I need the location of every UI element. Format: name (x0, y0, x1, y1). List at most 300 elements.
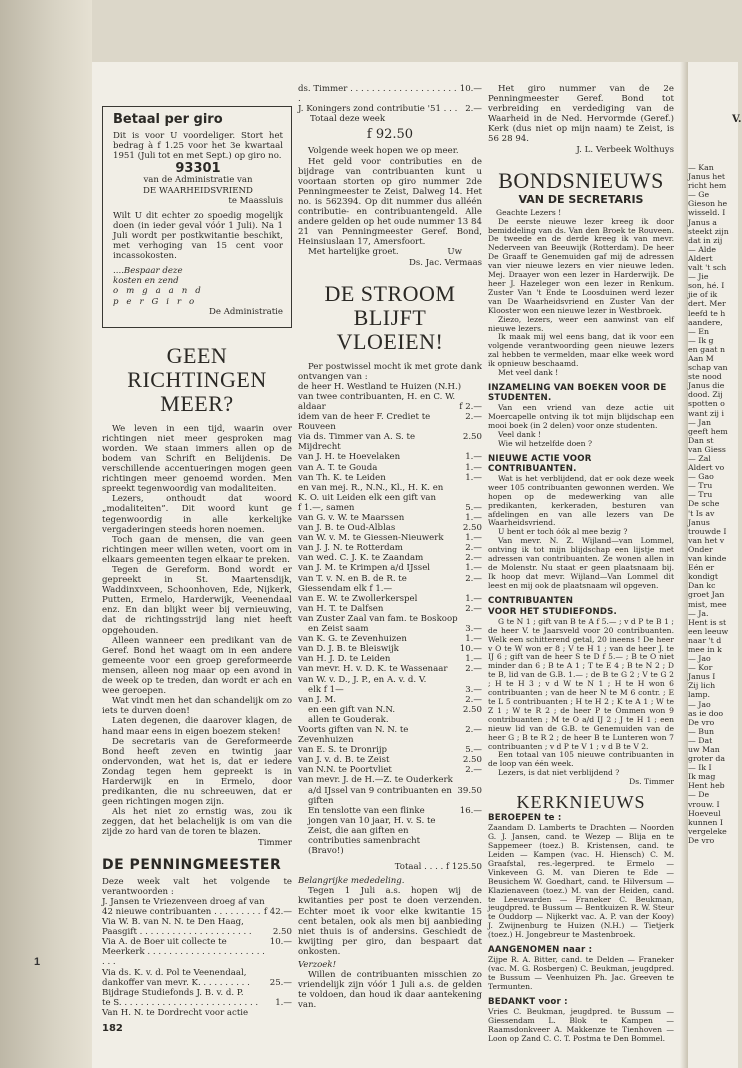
next-page-line: — Ge (688, 190, 710, 200)
top-line (298, 104, 482, 114)
stroom-line-text: van W. v. D., J. P., en A. v. d. V. (298, 674, 427, 685)
next-page-line: De vro (688, 717, 715, 727)
next-page-line: — Jao (688, 654, 711, 664)
next-page-line: — En (688, 326, 709, 336)
stroom-line (298, 523, 482, 533)
next-page-line: — Tru (688, 490, 713, 500)
giro-notice-text: Dit is voor U voordeliger. Stort het bedrag à f 1.25 voor het 3e kwartaal 1951 (Juli tot en met Sept.) op giro no. (113, 131, 283, 162)
next-page-line: Hoeveul (688, 808, 721, 818)
stroom-line-amount (479, 392, 482, 402)
stroom-line-text: van E. S. te Dronrijp (298, 745, 388, 756)
stroom-line-text: En tenslotte van een flinke jongen van 10 jaar, H. v. S. te Zeist, die aan giften en contributies samenbracht (Bravo!) (308, 805, 436, 857)
heading-penningmeester: DE PENNINGMEESTER (102, 856, 282, 873)
giro-recipient-3: te Maassluis (228, 195, 283, 206)
secr-para: Ik maak mij wel eens bang, dat ik voor een volgende verantwoording geen nieuwe lezers zal hebben te vermelden, maar elke week word ik opnieuw beschaamd. (488, 332, 674, 369)
stroom-line-text: Voorts giften van N. N. te Zevenhuizen (298, 724, 409, 746)
next-page-line: steekt zijn (688, 226, 729, 236)
giro-spaced-3: o m g a a n d (113, 286, 204, 297)
stroom-line-amount: 1.— (465, 533, 482, 544)
penning-line-text: J. Jansen te Vriezenveen droeg af van (102, 896, 265, 907)
stroom-line-amount: 2.— (465, 573, 482, 584)
next-page-line: De sche (688, 499, 720, 509)
geen-para: De secretaris van de Gereformeerde Bond heeft zeven en twintig jaar ondervonden, wat het is, dat er iedere Zondag tegen hem gepreekt is in Harderwijk en in Ermelo, door predikanten, die nu schreeuwen, dat er geen richtingen mogen zijn. (102, 736, 292, 808)
stroom-line-text: en van mej. R., N.N., Kl., H. K. en (298, 482, 444, 493)
stroom-line-amount: 2.— (465, 664, 482, 675)
stroom-line (298, 654, 482, 664)
stroom-line (298, 563, 482, 573)
stroom-line (298, 685, 482, 695)
stroom-line-text: en Zeist saam (308, 624, 369, 635)
next-page-line: — Dat (688, 735, 713, 745)
stroom-line (298, 664, 482, 674)
top-line-text: J. Koningers zond contributie '51 . . . (298, 104, 458, 115)
penning-line-text: Paasgift . . . . . . . . . . . . . . . . . . . . . (102, 927, 252, 938)
penning-line-text: Via W. B. van N. N. te Den Haag, (102, 917, 244, 928)
next-page-line: — Ja. (688, 608, 709, 618)
penning-line-text: Bijdrage Studiefonds J. B. v. d. P. (102, 987, 244, 998)
giro-intro: Het giro nummer van de 2e Penningmeester Geref. Bond tot verbreiding en verdediging van de Waarheid in de Ned. Hervormde (Geref.) Kerk (dus niet op mijn naam) te Zeist, is 56 28 94. (488, 84, 674, 145)
verzoek-text: Willen de contribuanten misschien zo vriendelijk zijn vóór 1 Juli a.s. de gelden te voldoen, dan houd ik daar aantekening van. (298, 970, 482, 1011)
intro-para: Volgende week hopen we op meer. (308, 146, 459, 157)
next-page-line: Dan kc (688, 581, 716, 591)
next-page-line: vergeleke (688, 826, 727, 836)
stroom-line (298, 765, 482, 775)
next-page-line: wisseld. I (688, 208, 726, 218)
stroom-line-text: van K. G. te Zevenhuizen (298, 634, 407, 645)
stroom-line-amount (479, 715, 482, 725)
stroom-line (298, 634, 482, 644)
next-page-line: 't Is av (688, 508, 715, 518)
giro-spaced-2: kosten en zend (113, 276, 179, 287)
stroom-line (298, 725, 482, 745)
next-page-line: dert. Mer (688, 299, 726, 309)
column-1 (102, 84, 292, 1034)
heading-contribuanten: CONTRIBUANTEN (488, 595, 574, 606)
mededeling-text: Tegen 1 Juli a.s. hopen wij de kwitanties per post te doen verzenden. Echter moet ik voor elke kwitantie 15 cent betalen, ook als men bij aanbieding niet thuis is of andersins. Geschiedt de kwijting per giro, dan bespaart dat onkosten. (298, 886, 482, 957)
next-page-line: spotten o (688, 399, 725, 409)
next-page-line: dat in zij (688, 235, 723, 245)
aangenomen-text: Zijpe R. A. Bitter, cand. te Delden — Franeker (vac. M. G. Rosbergen) C. Beukman, jeugdpred. te Bussum — Veenhuizen Ph. Jac. Greeven te Termunten. (488, 955, 674, 991)
next-page-line: — Ik I (688, 763, 712, 773)
penning-line-amount (289, 1008, 292, 1018)
penning-line-amount (289, 988, 292, 998)
next-page-line: — Tru (688, 481, 713, 491)
greeting-signature: Ds. Jac. Vermaas (408, 257, 482, 268)
next-page-lines (688, 163, 738, 845)
column-2 (298, 84, 482, 1011)
studie-text: G te N 1 ; gift van B te A f 5.— ; v d P te B 1 ; de heer V. te Jaarsveld voor 20 contribuanten. Welk een schitterend getal, 20 ineens ! De heer v O te W won er 8 ; V te H 1 ; van de heer J. te IJ 6 ; gift van de heer S te D f 5.— ; B te O niet minder dan 6 ; B te A 1 ; T te E 4 ; B te N 2 ; D te B, lid van de G.B. 1.— ; de B te G 2 ; V te G 2 ; H te H 3 ; v d W te N 1 ; H te H won 6 contribuanten ; van de heer N te M 6 contr. ; E te L 5 contribuanten ; H te H 2 ; K te A 1 ; W te Z 1 ; W te R 2 ; de heer P te Ommen won 9 contribuanten ; M te O a/d IJ 2 ; J te H 1 ; een nieuw lid van de G.B. te Genemuiden van de heer G ; B te R 2 ; de heer B te Lunteren won 7 contribuanten ; v d P te V 1 ; v d B te V 2. (488, 616, 674, 751)
secr-para: De eerste nieuwe lezer kreeg ik door bemiddeling van ds. Van den Broek te Rouveen. De tweede en de derde kreeg ik van mevr. Nederveen van Beeuwijk (Rotterdam). De heer De Graaff te Genemuiden gaf mij de adressen van vier nieuwe lezers en vier nieuwe leden. Mej. Draayer won een lezer in Harderwijk. De heer J. Hazeleger won een lezer in Renkum. Zuster Van 't Ende te Loosduinen werd lezer van De Waarheidsvriend en Zuster Van der Klooster won een nieuwe lezer in Westbroek. (488, 216, 674, 315)
stroom-line (298, 614, 482, 624)
penning-line (102, 907, 292, 917)
stroom-line-amount: 2.— (465, 694, 482, 705)
stroom-line (298, 553, 482, 563)
next-page-line: Dan st (688, 435, 714, 445)
next-page-line: — Jie (688, 272, 709, 282)
studie-end: Een totaal van 105 nieuwe contribuanten in de loop van één week. (488, 750, 674, 769)
stroom-line-text: allen te Gouderak. (308, 714, 389, 725)
stroom-line (298, 402, 482, 412)
stroom-line (298, 675, 482, 685)
stroom-line-text: van mevr. J. de H.—Z. te Ouderkerk (298, 775, 453, 786)
secr-para: Met veel dank ! (498, 368, 559, 378)
penning-line-amount: 2.50 (272, 927, 292, 938)
stroom-line-text: van wed. C. J. K. te Zaandam (298, 553, 424, 564)
next-page-line: Eén er (688, 563, 715, 573)
next-page-line: Janus a (688, 217, 717, 227)
heading-bondsnieuws: BONDSNIEUWS (498, 167, 664, 193)
secr-greeting: Geachte Lezers ! (496, 207, 562, 217)
studie-close: Lezers, is dat niet verblijdend ? (498, 768, 620, 778)
heading-kerknieuws: KERKNIEUWS (516, 792, 646, 813)
stroom-line (298, 452, 482, 462)
stroom-line-amount: 1.— (465, 452, 482, 463)
stroom-line (298, 755, 482, 765)
stroom-total: Totaal . . . . f 125.50 (394, 862, 482, 873)
next-page-line: vrouw. I (688, 799, 720, 809)
top-line-amount (479, 114, 482, 124)
geen-signature: Timmer (258, 837, 292, 848)
geen-para: Wat vindt men het dan schandelijk om zo iets te durven doen! (102, 696, 292, 717)
stroom-line (298, 503, 482, 513)
inzam-para: Van een vriend van deze actie uit Moercapelle ontving ik tot mijn blijdschap een mooi boek (in 2 delen) voor onze studenten. (488, 403, 674, 430)
next-page-line: — Kor (688, 663, 713, 673)
nieuwe-para: Van mevr. N. Z. Wijland—van Lommel, ontving ik tot mijn blijdschap een lijstje met adressen van contribuanten. Ze wonen allen in de Molenstr. Nu staat er geen plaatsnaam bij. Ik hoop dat mevr. Wijland—Van Lommel dit leest en mij ook de plaatsnaam wil opgeven. (488, 536, 674, 590)
stroom-line-amount: 39.50 (457, 785, 482, 796)
penning-line (102, 897, 292, 907)
stroom-line-text: van J. M. (298, 694, 337, 705)
next-page-line: Aldert vo (688, 463, 725, 473)
greeting-text: Met hartelijke groet. (308, 247, 399, 258)
next-page-line: Ik mag (688, 772, 716, 782)
stroom-line (298, 624, 482, 634)
stroom-line (298, 412, 482, 432)
stroom-line-text: a/d IJssel van 9 contribuanten en giften (308, 785, 452, 806)
newspaper-page (92, 62, 680, 1068)
penning-line-text: Via ds. K. v. d. Pol te Veenendaal, (102, 967, 247, 978)
stroom-line-amount: 2.— (465, 603, 482, 614)
next-page-line: Aldert (688, 253, 713, 263)
stroom-line-text: van T. v. N. en B. de R. te Giessendam elk f 1.— (298, 573, 407, 594)
stroom-line-amount (479, 382, 482, 392)
stroom-line (298, 574, 482, 594)
mededeling-title: Belangrijke mededeling. (298, 876, 405, 887)
penning-line-amount (289, 917, 292, 927)
penning-intro: Deze week valt het volgende te verantwoorden : (102, 876, 292, 897)
stroom-line-text: van J. v. d. B. te Zeist (298, 755, 390, 766)
stroom-line (298, 483, 482, 493)
stroom-line-text: van twee contribuanten, H. en C. W. (298, 391, 456, 402)
penning-line-amount: f 42.— (263, 907, 292, 917)
next-page-line: Hent is st (688, 617, 727, 627)
giro-body: Wilt U dit echter zo spoedig mogelijk doen (in ieder geval vóór 1 Juli). Na 1 Juli wordt per postkwitantie beschikt, met verhoging van 15 cent voor incassokosten. (113, 210, 283, 262)
giro-number: 93301 (175, 161, 221, 177)
stroom-line-text: van Th. K. te Leiden (298, 472, 386, 483)
next-page-line: — Gao (688, 472, 714, 482)
stroom-line (298, 543, 482, 553)
next-page-line: lamp. (688, 690, 711, 700)
stroom-line (298, 745, 482, 755)
penning-line-amount: 1.— (275, 997, 292, 1008)
stroom-line-text: de heer H. Westland te Huizen (N.H.) (298, 381, 462, 392)
stroom-line-text: van A. T. te Gouda (298, 462, 378, 473)
stroom-line-amount: 1.— (465, 654, 482, 665)
stroom-line-text: van N.N. te Poortvliet (298, 765, 392, 776)
next-page-line: as ie doo (688, 708, 724, 718)
penning-line-amount (289, 968, 292, 978)
penning-line-text: 42 nieuwe contribuanten . . . . . . . . . (102, 907, 261, 917)
beroepen-text: Zaandam D. Lamberts te Drachten — Noorden G. J. Jansen, cand. te Wezep — Blija en te Sappemeer (toez.) B. Kristensen, cand. te Leiden — Kampen (vac. H. Hiensch) C. M. Graafstal, res.-legerpred. te Ermelo — Vinkeveen G. M. van Dieren te Ede — Beusichem W. Goedhart, cand. te Hilversum — Klazienaveen (toez.) M. van der Heiden, cand. te Leeuwarden — Franeker C. Beukman, jeugdpred. te Bussum — Bentkuizen R. W. Steur te Ouddorp — Nijkerkt vac. A. P. van der Kooy) J. Zwijnenburg te Huizen (N.H.) — Tietjerk (toez.) H. Jongebreur te Mastenbroek. (488, 823, 674, 940)
inzam-para: Veel dank ! (498, 429, 541, 439)
giro-intro-signature: J. L. Verbeek Wolthuys (576, 144, 674, 155)
stroom-line-amount: 5.— (465, 502, 482, 513)
penning-line-amount: 25.— (269, 977, 292, 988)
next-page-line: groter da (688, 754, 726, 764)
next-page-line: Hent heb (688, 781, 725, 791)
stroom-line (298, 513, 482, 523)
next-page-line: richt hem (688, 181, 727, 191)
next-page-line: son, hé. I (688, 281, 725, 291)
top-line-text: Totaal deze week (310, 114, 386, 125)
next-page-line: geeft hem (688, 426, 728, 436)
penning-line (102, 1008, 292, 1018)
penning-line (102, 937, 292, 967)
penning-line (102, 988, 292, 998)
next-page-line: van Giess (688, 444, 726, 454)
stroom-line (298, 392, 482, 402)
stroom-line-amount: 1.— (465, 563, 482, 574)
geen-para: Alleen wanneer een predikant van de Geref. Bond het waagt om in een andere gemeente voor een groep gereformeerde mensen, alleen nog maar op een avond in de week op te treden, dan wordt er ach en wee geroepen. (102, 635, 292, 697)
next-page-line: kunnen I (688, 817, 723, 827)
stroom-line (298, 715, 482, 725)
stroom-line-amount: 3.— (465, 624, 482, 635)
giro-signature: De Administratie (209, 306, 283, 317)
next-page-line: Aan M (688, 353, 714, 363)
nieuwe-para: Wat is het verblijdend, dat er ook deze week weer 105 contribuanten gewonnen werden. We hopen op de medewerking van alle predikanten, kerkeraden, besturen van afdelingen en van alle lezers van De Waarheidsvriend. (488, 473, 674, 528)
next-page-line: mee in k (688, 644, 722, 654)
intro-para: Het geld voor contributies en de bijdrage van contribuanten kunt u voortaan storten op giro nummer 2de Penningmeester te Zeist, Dalweg 14. Het no. is 562394. Op dit nummer dus alléén contributie- en contribuantengeld. Alle andere gelden op het oude nummer 13 84 21 van Penningmeester Geref. Bond, Heinsiuslaan 17, Amersfoort. (298, 156, 482, 248)
next-page-line: groet Jan (688, 590, 725, 600)
stroom-line-text: idem van de heer F. Crediet te Rouveen (298, 412, 431, 433)
stroom-line-amount: 10.— (459, 644, 482, 655)
stroom-line (298, 775, 482, 785)
next-page-line: — Kan (688, 163, 714, 172)
column-3 (488, 84, 674, 1043)
stroom-line-text: van J. H. te Hoevelaken (298, 452, 401, 463)
heading-stroom: DE STROOM BLIJFT VLOEIEN! (324, 280, 456, 354)
stroom-line-amount: 2.— (465, 412, 482, 423)
penning-line (102, 968, 292, 978)
next-page-line: ste nood (688, 372, 722, 382)
next-page-line: De vro (688, 835, 715, 845)
stroom-line-amount: 2.— (465, 543, 482, 554)
stroom-line-amount: 16.— (459, 805, 482, 816)
stroom-line-text: van W. v. M. te Giessen-Nieuwerk (298, 533, 444, 544)
next-page-line: Janus (688, 517, 710, 527)
stroom-line-amount: 2.50 (462, 704, 482, 715)
next-page-edge (688, 62, 742, 1068)
next-page-line: Gieson he (688, 199, 728, 209)
next-page-line: aandere, (688, 317, 723, 327)
stroom-line-amount: 1.— (465, 634, 482, 645)
giro-spaced-4: p e r G i r o (113, 296, 197, 307)
penning-line (102, 917, 292, 927)
giro-recipient-2: DE WAARHEIDSVRIEND (143, 185, 253, 196)
stroom-intro: Per postwissel mocht ik met grote dank ontvangen van : (298, 361, 482, 382)
stroom-line (298, 604, 482, 614)
next-page-line: Janus het (688, 172, 726, 182)
stroom-line-amount: 2.— (465, 765, 482, 776)
penning-line-amount (289, 897, 292, 907)
stroom-line-amount: f 2.— (459, 401, 482, 412)
stroom-line-text: aldaar (298, 401, 326, 412)
stroom-line (298, 533, 482, 543)
stroom-line-amount: 2.— (465, 553, 482, 564)
stroom-line-text: en een gift van N.N. (308, 704, 396, 715)
stroom-line-text: elk f 1— (308, 684, 344, 695)
heading-aangenomen: AANGENOMEN naar : (488, 945, 593, 956)
stroom-line-amount: 2.50 (462, 432, 482, 443)
next-page-line: mist, mee (688, 599, 727, 609)
next-page-line: jie of ik (688, 290, 718, 300)
next-page-line: trouwde I (688, 526, 727, 536)
next-page-line: — Bun (688, 726, 715, 736)
stroom-line (298, 644, 482, 654)
stroom-line-amount: 2.50 (462, 523, 482, 534)
bedankt-text: Vries C. Beukman, jeugdpred. te Bussum — Giessendam L. Blok te Kampen — Raamsdonkveer A. Makkenze te Tienhoven — Loon op Zand C. C. T. Postma te Den Bommel. (488, 1006, 674, 1043)
secr-para: Ziezo, lezers, weer een aanwinst van elf nieuwe lezers. (488, 314, 674, 333)
top-line-amount: 10.— (459, 84, 482, 94)
stroom-line (298, 473, 482, 483)
heading-studiefonds: VOOR HET STUDIEFONDS. (488, 606, 618, 617)
next-page-line: naar 't d (688, 635, 722, 645)
stroom-line (298, 493, 482, 503)
next-page-line: Zij lich (688, 681, 716, 691)
geen-para: Laten degenen, die daarover klagen, de hand maar eens in eigen boezem steken! (102, 716, 292, 737)
geen-para: We leven in een tijd, waarin over richtingen niet meer gesproken mag worden. We staan immers allen op de bodem van Schrift en Belijdenis. De verschillende accentueringen mogen geen richtingen meer genoemd worden. Men spreekt tegenwoordig van modaliteiten. (102, 423, 292, 495)
top-line-amount: 2.— (465, 104, 482, 115)
week-total: f 92.50 (366, 127, 414, 143)
next-page-line: dood. Zij (688, 390, 723, 400)
stroom-line-amount (479, 614, 482, 624)
next-page-line: uw Man (688, 745, 720, 754)
stroom-line-amount: 1.— (465, 513, 482, 523)
stroom-line-text: via ds. Timmer van A. S. te Mijdrecht (298, 432, 416, 453)
next-page-line: leefd te h (688, 308, 726, 318)
stroom-line-amount: 1.— (465, 472, 482, 483)
stroom-line (298, 382, 482, 392)
stroom-line (298, 786, 482, 806)
next-page-line: — Ik g (688, 335, 714, 345)
next-page-line: Janus die (688, 381, 725, 391)
top-line (298, 84, 482, 104)
penning-line-amount: 10.— (269, 937, 292, 948)
book-spine (0, 0, 92, 1068)
stroom-line-amount: 2.— (465, 724, 482, 735)
heading-inzameling: INZAMELING VAN BOEKEN VOOR DE STUDENTEN. (488, 382, 667, 404)
giro-notice-title: Betaal per giro (113, 112, 223, 127)
next-page-line: van kinde (688, 554, 727, 564)
heading-beroepen: BEROEPEN te : (488, 813, 562, 824)
stroom-line-text: van J. M. te Krimpen a/d IJssel (298, 563, 431, 574)
next-page-line: van het v (688, 535, 725, 545)
stroom-line (298, 695, 482, 705)
stroom-line-text: van H. T. te Dalfsen (298, 603, 384, 614)
next-page-line: — Zal (688, 454, 711, 463)
next-page-line: schap van (688, 363, 728, 373)
heading-secretaris: VAN DE SECRETARIS (518, 192, 644, 206)
giro-notice-box (102, 106, 292, 328)
greeting-uw: Uw (447, 247, 462, 258)
penning-line (102, 978, 292, 988)
stroom-line-text: van E. W. te Zwollerkerspel (298, 593, 418, 604)
penning-line-text: te S. . . . . . . . . . . . . . . . . . . . . . . . . . (102, 997, 259, 1008)
geen-para: Tegen de Gereform. Bond wordt er gepreekt in St. Maartensdijk, Waddinxveen, Schoonhoven, Ede, Nijkerk, Putten, Ermelo, Harderwijk, Veenendaal enz. En dan blijkt weer bij vernieuwing, dat de richtingsstrijd lang niet heeft opgehouden. (102, 565, 292, 636)
next-page-line: — Jao (688, 699, 711, 709)
penning-line-text: Via A. de Boer uit collecte te Meerkerk . . . . . . . . . . . . . . . . . . . . . . . . . (102, 937, 265, 968)
stroom-line-text: van J. B. te Oud-Alblas (298, 523, 396, 534)
next-page-header: V. (732, 114, 742, 125)
stroom-line (298, 432, 482, 452)
stroom-line (298, 463, 482, 473)
stroom-line-amount (479, 675, 482, 685)
heading-geen-richtingen: GEEN RICHTINGEN MEER? (127, 342, 267, 416)
next-page-line: — De (688, 790, 710, 800)
penning-line-text: Van H. N. te Dordrecht voor actie (102, 1007, 249, 1018)
next-page-line: een leeuw (688, 626, 729, 636)
stroom-line-text: van mevr. H. v. D. K. te Wassenaar (298, 664, 448, 675)
verzoek-title: Verzoek! (298, 960, 337, 971)
stroom-line-text: van H. J. D. te Leiden (298, 654, 391, 665)
stroom-line-amount: 5.— (465, 745, 482, 756)
spine-number: 1 (34, 956, 41, 968)
next-page-line: kondigt (688, 572, 719, 582)
inzam-para: Wie wil hetzelfde doen ? (498, 438, 593, 448)
stroom-line-amount: 1.— (465, 593, 482, 604)
studie-signature: Ds. Timmer (629, 777, 674, 787)
giro-spaced-1: ....Bespaar deze (113, 266, 183, 277)
geen-para: Als het niet zo ernstig was, zou ik zeggen, dat het belachelijk is om van die zijde zo hard van de toren te blazen. (102, 807, 292, 838)
geen-para: Lezers, onthoudt dat woord „modaliteiten”. Dit woord kunt ge tegenwoordig in alle kerkelijke vergaderingen steeds horen noemen. (102, 494, 292, 535)
penning-line (102, 998, 292, 1008)
heading-bedankt: BEDANKT voor : (488, 996, 568, 1007)
stroom-line-amount (479, 493, 482, 503)
next-page-line: Janus I (688, 672, 716, 682)
heading-nieuwe-actie: NIEUWE ACTIE VOOR CONTRIBUANTEN. (488, 453, 592, 474)
stroom-line-amount: 2.50 (462, 755, 482, 766)
stroom-line-text: van J. J. N. te Rotterdam (298, 543, 403, 554)
page-number: 182 (102, 1023, 123, 1035)
stroom-line-text: K. O. uit Leiden elk een gift van (298, 492, 437, 503)
next-page-line: valt 't sch (688, 263, 727, 273)
stroom-line-amount: 3.— (465, 684, 482, 695)
penning-line (102, 927, 292, 937)
stroom-line (298, 806, 482, 856)
stroom-line-text: f 1.—, samen (298, 502, 355, 513)
top-line-text: ds. Timmer . . . . . . . . . . . . . . . . . . . . . (298, 84, 457, 105)
stroom-line-amount (479, 483, 482, 493)
stroom-line-text: van D. J. B. te Bleiswijk (298, 644, 399, 655)
nieuwe-para: U bent er toch óók al mee bezig ? (498, 527, 628, 537)
giro-recipient-1: van de Administratie van (143, 175, 253, 186)
top-line (298, 114, 482, 124)
penning-line-text: dankoffer van mevr. K. . . . . . . . . . (102, 977, 250, 988)
next-page-line: want zij i (688, 408, 724, 418)
stroom-line-text: van G. v. W. te Maarssen (298, 513, 405, 523)
next-page-line: en gaat n (688, 344, 726, 354)
stroom-line (298, 594, 482, 604)
next-page-line: — Jan (688, 417, 712, 427)
